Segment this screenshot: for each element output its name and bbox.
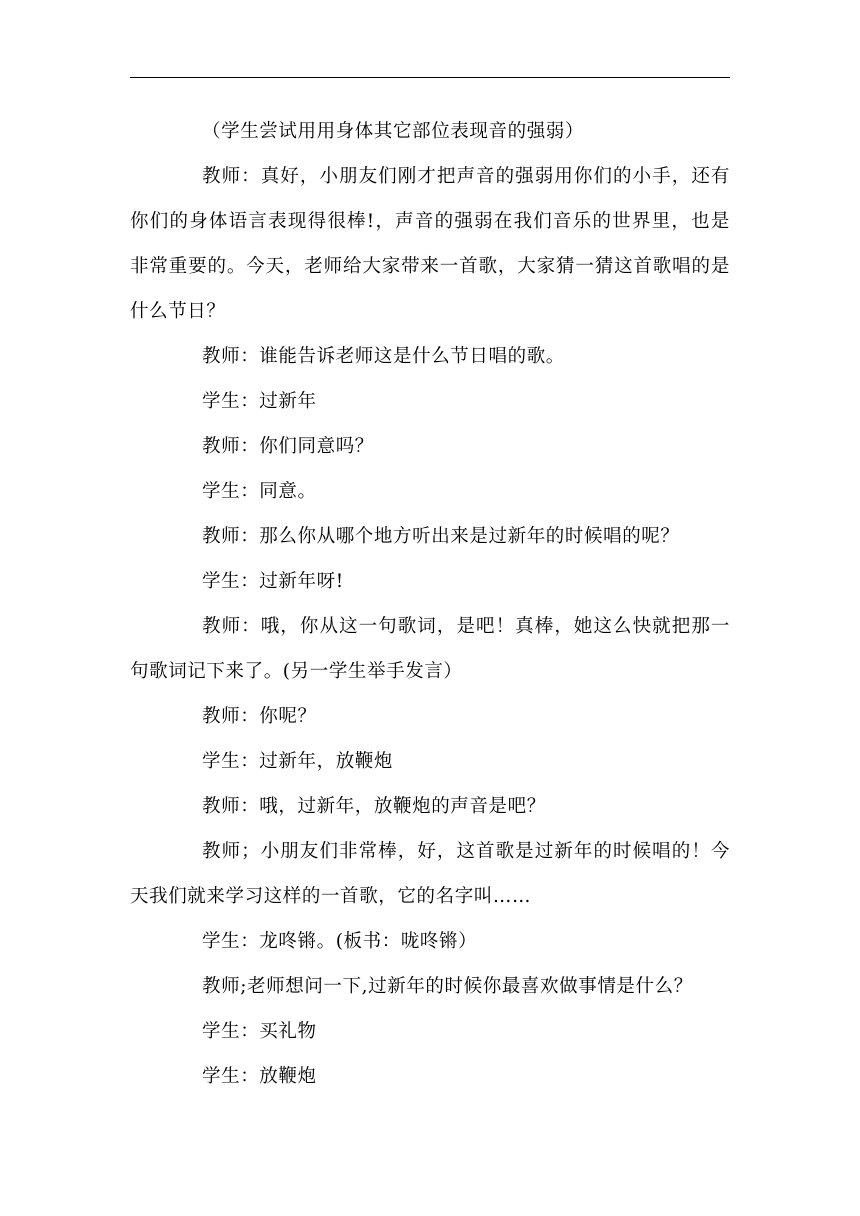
paragraph-student-answer: 学生：过新年 [202,391,317,412]
paragraph-teacher-intro: 教师：真好，小朋友们刚才把声音的强弱用你们的小手，还有你们的身体语言表现得很棒!，声音的强弱在我们音乐的世界里，也是非常重要的。今天，老师给大家带来一首歌，大家猜一猜这首歌唱的是什么节日？ [130,166,730,322]
paragraph-student-newyear: 学生：过新年呀! [202,571,344,592]
paragraph-student-gift: 学生：买礼物 [202,1021,317,1042]
paragraph-teacher-you: 教师：你呢？ [202,706,317,727]
paragraph-student-firecracker: 学生：过新年，放鞭炮 [202,751,394,772]
paragraph-student-agree: 学生：同意。 [202,481,317,502]
paragraph-teacher-praise: 教师：哦，你从这一句歌词，是吧！真棒，她这么快就把那一句歌词记下来了。(另一学生举手发言） [130,616,730,682]
paragraph-teacher-where: 教师：那么你从哪个地方听出来是过新年的时候唱的呢？ [202,526,680,547]
paragraph-student-action: （学生尝试用用身体其它部位表现音的强弱） [202,121,585,142]
paragraph-teacher-sound: 教师：哦，过新年，放鞭炮的声音是吧？ [202,796,546,817]
paragraph-teacher-song-name: 教师；小朋友们非常棒，好，这首歌是过新年的时候唱的！今天我们就来学习这样的一首歌，它的名字叫…… [130,841,730,907]
paragraph-teacher-favorite: 教师;老师想问一下,过新年的时候你最喜欢做事情是什么？ [202,976,693,997]
paragraph-student-firecracker-2: 学生：放鞭炮 [202,1066,317,1087]
paragraph-teacher-question: 教师：谁能告诉老师这是什么节日唱的歌。 [202,346,565,367]
document-body [130,109,730,1099]
paragraph-student-song: 学生：龙咚锵。(板书：咙咚锵） [202,931,478,952]
header-rule [130,77,730,78]
paragraph-teacher-agree: 教师：你们同意吗？ [202,436,374,457]
